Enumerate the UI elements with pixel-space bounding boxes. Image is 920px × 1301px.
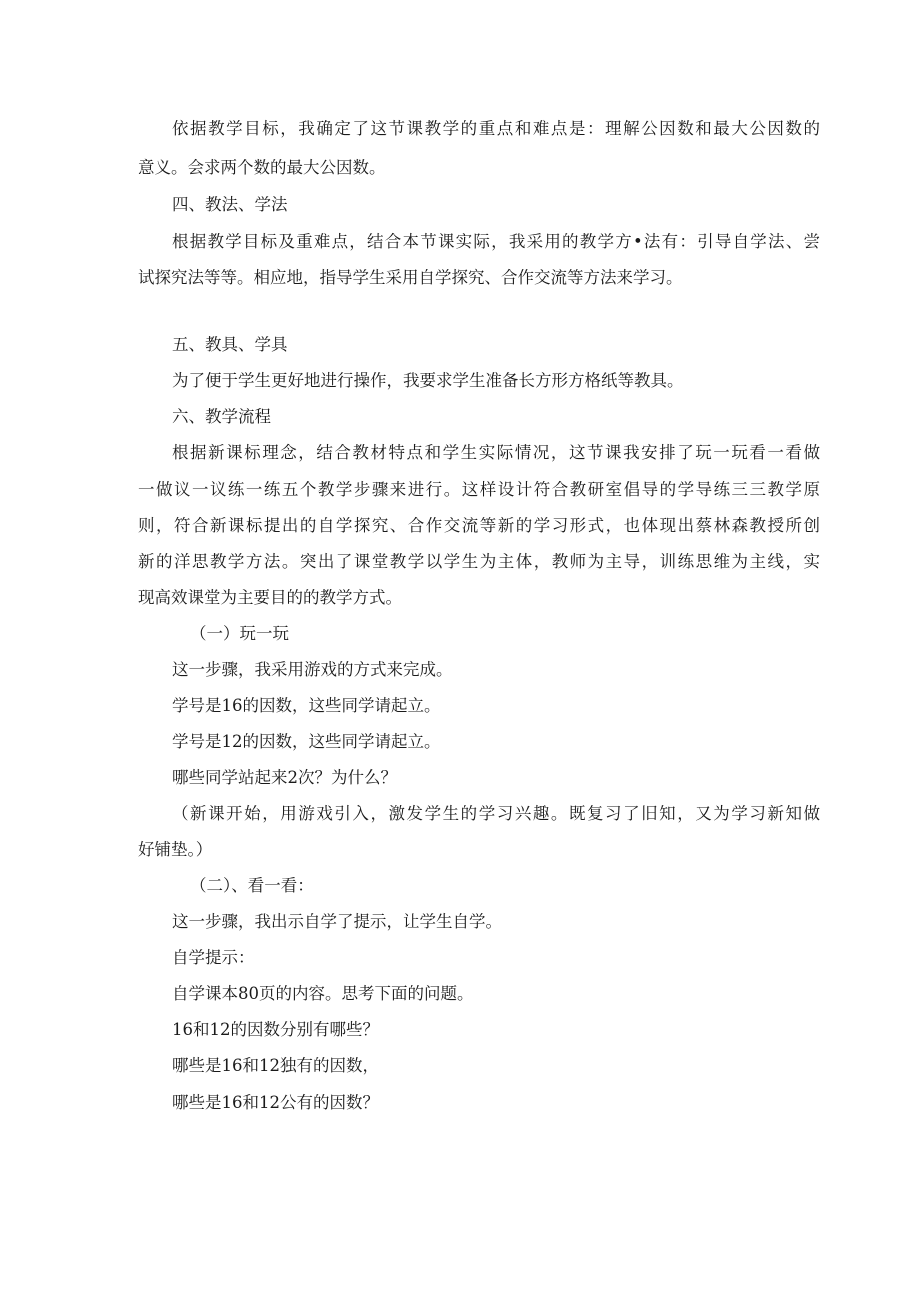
text-line: 哪些是16和12公有的因数？ — [172, 1093, 379, 1112]
text-line: 为了便于学生更好地进行操作，我要求学生准备长方形方格纸等教具。 — [172, 371, 684, 390]
text-line: 依据教学目标，我确定了这节课教学的重点和难点是：理解公因数和最大公因数的 — [172, 119, 820, 138]
text-line: 好铺垫。） — [138, 840, 213, 859]
text-line: 这一步骤，我出示自学了提示，让学生自学。 — [172, 912, 502, 931]
text-line: 学号是12的因数，这些同学请起立。 — [172, 732, 441, 751]
text-line: 试探究法等等。相应地，指导学生采用自学探究、合作交流等方法来学习。 — [138, 268, 683, 287]
text-line: 自学提示： — [172, 948, 255, 967]
text-line: 意义。会求两个数的最大公因数。 — [138, 158, 386, 177]
section-heading: 五、教具、学具 — [172, 335, 288, 354]
text-line: 新的洋思教学方法。突出了课堂教学以学生为主体，教师为主导，训练思维为主线，实 — [138, 552, 820, 571]
text-line: 16和12的因数分别有哪些？ — [172, 1020, 379, 1039]
text-line: 一做议一议练一练五个教学步骤来进行。这样设计符合教研室倡导的学导练三三教学原 — [138, 480, 820, 499]
subsection-heading: （一）玩一玩 — [190, 624, 289, 643]
text-line: 这一步骤，我采用游戏的方式来完成。 — [172, 660, 453, 679]
text-line: 根据新课标理念，结合教材特点和学生实际情况，这节课我安排了玩一玩看一看做 — [172, 443, 820, 462]
subsection-heading: （二）、看一看： — [190, 876, 314, 895]
text-line: 现高效课堂为主要目的的教学方式。 — [138, 588, 402, 607]
text-line: 哪些同学站起来2次？为什么？ — [172, 768, 397, 787]
section-heading: 六、教学流程 — [172, 407, 271, 426]
text-line: 学号是16的因数，这些同学请起立。 — [172, 696, 441, 715]
section-heading: 四、教法、学法 — [172, 195, 288, 214]
text-line: 哪些是16和12独有的因数， — [172, 1056, 379, 1075]
text-line: 则，符合新课标提出的自学探究、合作交流等新的学习形式，也体现出蔡林森教授所创 — [138, 516, 820, 535]
text-line: 自学课本80页的内容。思考下面的问题。 — [172, 984, 474, 1003]
text-line: 根据教学目标及重难点，结合本节课实际，我采用的教学方•法有：引导自学法、尝 — [172, 232, 820, 251]
text-line: （新课开始，用游戏引入，激发学生的学习兴趣。既复习了旧知，又为学习新知做 — [172, 804, 820, 823]
